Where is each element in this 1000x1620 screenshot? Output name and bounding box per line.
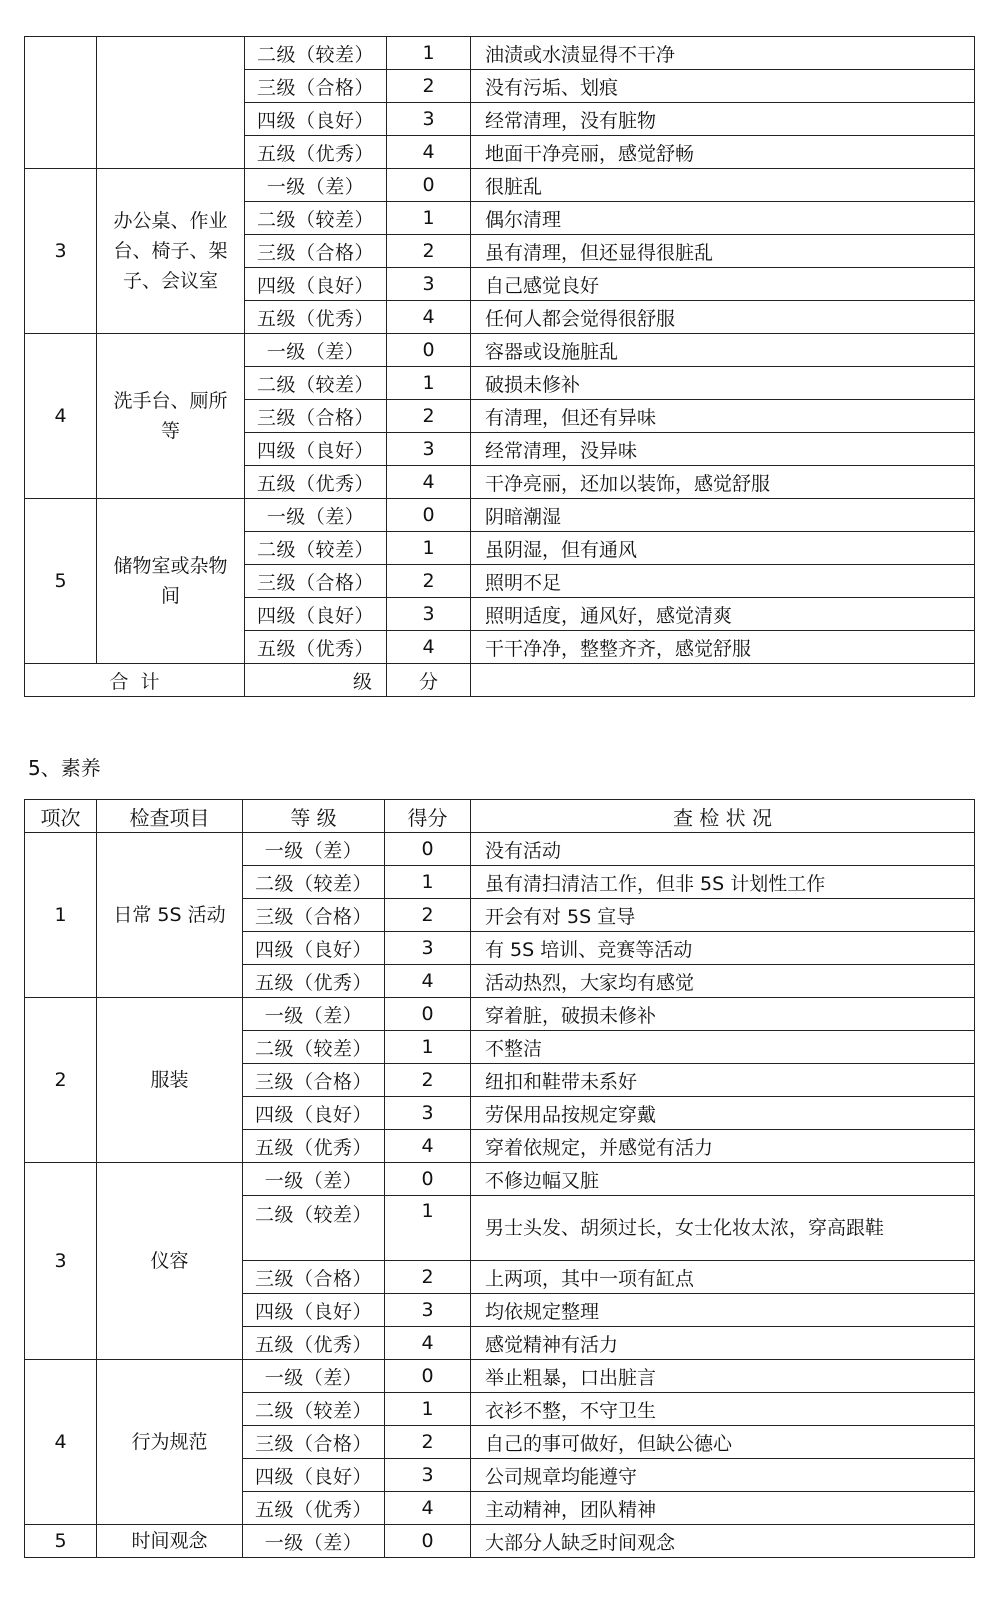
score-cell: 4 xyxy=(387,466,471,499)
table-row xyxy=(25,1360,975,1393)
check-item-cell: 行为规范 xyxy=(97,1360,243,1525)
score-cell: 0 xyxy=(387,169,471,202)
status-cell: 地面干净亮丽，感觉舒畅 xyxy=(471,136,975,169)
score-cell: 0 xyxy=(385,1360,471,1393)
score-cell: 1 xyxy=(385,866,471,899)
status-cell: 阴暗潮湿 xyxy=(471,499,975,532)
status-cell: 活动热烈，大家均有感觉 xyxy=(471,965,975,998)
score-cell: 4 xyxy=(387,136,471,169)
score-cell: 2 xyxy=(387,400,471,433)
status-cell: 感觉精神有活力 xyxy=(471,1327,975,1360)
level-cell: 五级（优秀） xyxy=(243,965,385,998)
status-cell: 经常清理，没有脏物 xyxy=(471,103,975,136)
level-cell: 五级（优秀） xyxy=(245,136,387,169)
score-cell: 3 xyxy=(387,268,471,301)
table-row xyxy=(25,499,975,532)
status-cell: 有清理，但还有异味 xyxy=(471,400,975,433)
level-cell: 四级（良好） xyxy=(245,268,387,301)
status-cell: 上两项，其中一项有缸点 xyxy=(471,1261,975,1294)
check-item-cell xyxy=(97,37,245,169)
inspection-table-discipline xyxy=(24,799,975,1558)
status-cell: 油渍或水渍显得不干净 xyxy=(471,37,975,70)
table-header-row xyxy=(25,800,975,833)
header-level: 等 级 xyxy=(243,800,385,833)
level-cell: 二级（较差） xyxy=(245,532,387,565)
status-cell: 纽扣和鞋带未系好 xyxy=(471,1064,975,1097)
score-cell: 1 xyxy=(385,1031,471,1064)
total-score: 分 xyxy=(387,664,471,697)
level-cell: 一级（差） xyxy=(243,1163,385,1196)
score-cell: 1 xyxy=(385,1196,471,1261)
check-item-cell: 洗手台、厕所等 xyxy=(97,334,245,499)
header-item: 检查项目 xyxy=(97,800,243,833)
level-cell: 五级（优秀） xyxy=(243,1327,385,1360)
status-cell: 均依规定整理 xyxy=(471,1294,975,1327)
level-cell: 四级（良好） xyxy=(243,1459,385,1492)
level-cell: 一级（差） xyxy=(243,998,385,1031)
level-cell: 五级（优秀） xyxy=(245,631,387,664)
score-cell: 1 xyxy=(387,532,471,565)
total-label: 合 计 xyxy=(25,664,245,697)
score-cell: 3 xyxy=(385,1097,471,1130)
score-cell: 2 xyxy=(385,1261,471,1294)
level-cell: 二级（较差） xyxy=(243,1393,385,1426)
total-level: 级 xyxy=(245,664,387,697)
item-number-cell: 4 xyxy=(25,334,97,499)
score-cell: 0 xyxy=(387,334,471,367)
level-cell: 二级（较差） xyxy=(245,202,387,235)
score-cell: 1 xyxy=(387,202,471,235)
score-cell: 0 xyxy=(385,1525,471,1558)
status-cell: 衣衫不整，不守卫生 xyxy=(471,1393,975,1426)
total-blank-cell xyxy=(471,664,975,697)
level-cell: 三级（合格） xyxy=(245,235,387,268)
header-status: 查 检 状 况 xyxy=(471,800,975,833)
score-cell: 4 xyxy=(385,1492,471,1525)
check-item-cell: 仪容 xyxy=(97,1163,243,1360)
status-cell: 经常清理，没异味 xyxy=(471,433,975,466)
check-item-cell: 储物室或杂物间 xyxy=(97,499,245,664)
status-cell: 不修边幅又脏 xyxy=(471,1163,975,1196)
item-number-cell: 5 xyxy=(25,499,97,664)
status-cell: 穿着依规定，并感觉有活力 xyxy=(471,1130,975,1163)
level-cell: 五级（优秀） xyxy=(243,1492,385,1525)
score-cell: 1 xyxy=(385,1393,471,1426)
score-cell: 3 xyxy=(387,598,471,631)
level-cell: 二级（较差） xyxy=(245,37,387,70)
check-item-cell: 日常 5S 活动 xyxy=(97,833,243,998)
status-cell: 照明适度，通风好，感觉清爽 xyxy=(471,598,975,631)
score-cell: 2 xyxy=(387,235,471,268)
total-row xyxy=(25,664,975,697)
status-cell: 主动精神，团队精神 xyxy=(471,1492,975,1525)
level-cell: 四级（良好） xyxy=(245,598,387,631)
level-cell: 五级（优秀） xyxy=(243,1130,385,1163)
score-cell: 4 xyxy=(385,1327,471,1360)
item-number-cell: 4 xyxy=(25,1360,97,1525)
level-cell: 一级（差） xyxy=(245,499,387,532)
item-number-cell: 2 xyxy=(25,998,97,1163)
status-cell: 有 5S 培训、竞赛等活动 xyxy=(471,932,975,965)
table-row xyxy=(25,334,975,367)
item-number-cell xyxy=(25,37,97,169)
item-number-cell: 1 xyxy=(25,833,97,998)
status-cell: 偶尔清理 xyxy=(471,202,975,235)
item-number-cell: 3 xyxy=(25,169,97,334)
status-cell: 举止粗暴，口出脏言 xyxy=(471,1360,975,1393)
score-cell: 2 xyxy=(385,899,471,932)
status-cell: 自己的事可做好，但缺公德心 xyxy=(471,1426,975,1459)
inspection-table-cleaning xyxy=(24,36,975,697)
level-cell: 四级（良好） xyxy=(245,103,387,136)
score-cell: 4 xyxy=(385,965,471,998)
score-cell: 0 xyxy=(385,833,471,866)
check-item-cell: 服装 xyxy=(97,998,243,1163)
level-cell: 二级（较差） xyxy=(243,1031,385,1064)
section-title: 5、素养 xyxy=(28,756,101,780)
level-cell: 四级（良好） xyxy=(243,932,385,965)
status-cell: 男士头发、胡须过长，女士化妆太浓，穿高跟鞋 xyxy=(471,1196,975,1261)
status-cell: 干干净净，整整齐齐，感觉舒服 xyxy=(471,631,975,664)
status-cell: 照明不足 xyxy=(471,565,975,598)
level-cell: 四级（良好） xyxy=(243,1097,385,1130)
score-cell: 4 xyxy=(387,301,471,334)
status-cell: 虽阴湿，但有通风 xyxy=(471,532,975,565)
status-cell: 大部分人缺乏时间观念 xyxy=(471,1525,975,1558)
status-cell: 任何人都会觉得很舒服 xyxy=(471,301,975,334)
level-cell: 三级（合格） xyxy=(245,400,387,433)
status-cell: 破损未修补 xyxy=(471,367,975,400)
level-cell: 三级（合格） xyxy=(243,1261,385,1294)
level-cell: 二级（较差） xyxy=(243,866,385,899)
status-cell: 不整洁 xyxy=(471,1031,975,1064)
table-row xyxy=(25,37,975,70)
score-cell: 2 xyxy=(385,1064,471,1097)
level-cell: 五级（优秀） xyxy=(245,301,387,334)
score-cell: 1 xyxy=(387,367,471,400)
header-score: 得分 xyxy=(385,800,471,833)
level-cell: 四级（良好） xyxy=(243,1294,385,1327)
status-cell: 劳保用品按规定穿戴 xyxy=(471,1097,975,1130)
table-row xyxy=(25,1163,975,1196)
level-cell: 一级（差） xyxy=(245,334,387,367)
status-cell: 很脏乱 xyxy=(471,169,975,202)
score-cell: 0 xyxy=(385,1163,471,1196)
level-cell: 一级（差） xyxy=(243,1525,385,1558)
status-cell: 自己感觉良好 xyxy=(471,268,975,301)
score-cell: 0 xyxy=(385,998,471,1031)
level-cell: 二级（较差） xyxy=(243,1196,385,1261)
score-cell: 3 xyxy=(387,433,471,466)
status-cell: 虽有清扫清洁工作，但非 5S 计划性工作 xyxy=(471,866,975,899)
table-row xyxy=(25,169,975,202)
status-cell: 没有活动 xyxy=(471,833,975,866)
level-cell: 三级（合格） xyxy=(245,565,387,598)
level-cell: 三级（合格） xyxy=(245,70,387,103)
status-cell: 开会有对 5S 宣导 xyxy=(471,899,975,932)
level-cell: 三级（合格） xyxy=(243,1426,385,1459)
score-cell: 4 xyxy=(387,631,471,664)
level-cell: 二级（较差） xyxy=(245,367,387,400)
score-cell: 1 xyxy=(387,37,471,70)
score-cell: 2 xyxy=(385,1426,471,1459)
table-row xyxy=(25,1525,975,1558)
score-cell: 4 xyxy=(385,1130,471,1163)
level-cell: 五级（优秀） xyxy=(245,466,387,499)
header-no: 项次 xyxy=(25,800,97,833)
item-number-cell: 5 xyxy=(25,1525,97,1558)
score-cell: 3 xyxy=(385,1459,471,1492)
score-cell: 0 xyxy=(387,499,471,532)
level-cell: 一级（差） xyxy=(245,169,387,202)
check-item-cell: 时间观念 xyxy=(97,1525,243,1558)
table-row xyxy=(25,998,975,1031)
status-cell: 公司规章均能遵守 xyxy=(471,1459,975,1492)
level-cell: 一级（差） xyxy=(243,833,385,866)
status-cell: 没有污垢、划痕 xyxy=(471,70,975,103)
status-cell: 虽有清理，但还显得很脏乱 xyxy=(471,235,975,268)
score-cell: 3 xyxy=(385,1294,471,1327)
level-cell: 四级（良好） xyxy=(245,433,387,466)
score-cell: 3 xyxy=(387,103,471,136)
item-number-cell: 3 xyxy=(25,1163,97,1360)
table-row xyxy=(25,833,975,866)
level-cell: 三级（合格） xyxy=(243,899,385,932)
status-cell: 干净亮丽，还加以装饰，感觉舒服 xyxy=(471,466,975,499)
score-cell: 2 xyxy=(387,70,471,103)
score-cell: 3 xyxy=(385,932,471,965)
score-cell: 2 xyxy=(387,565,471,598)
check-item-cell: 办公桌、作业台、椅子、架子、会议室 xyxy=(97,169,245,334)
level-cell: 一级（差） xyxy=(243,1360,385,1393)
status-cell: 穿着脏，破损未修补 xyxy=(471,998,975,1031)
status-cell: 容器或设施脏乱 xyxy=(471,334,975,367)
level-cell: 三级（合格） xyxy=(243,1064,385,1097)
